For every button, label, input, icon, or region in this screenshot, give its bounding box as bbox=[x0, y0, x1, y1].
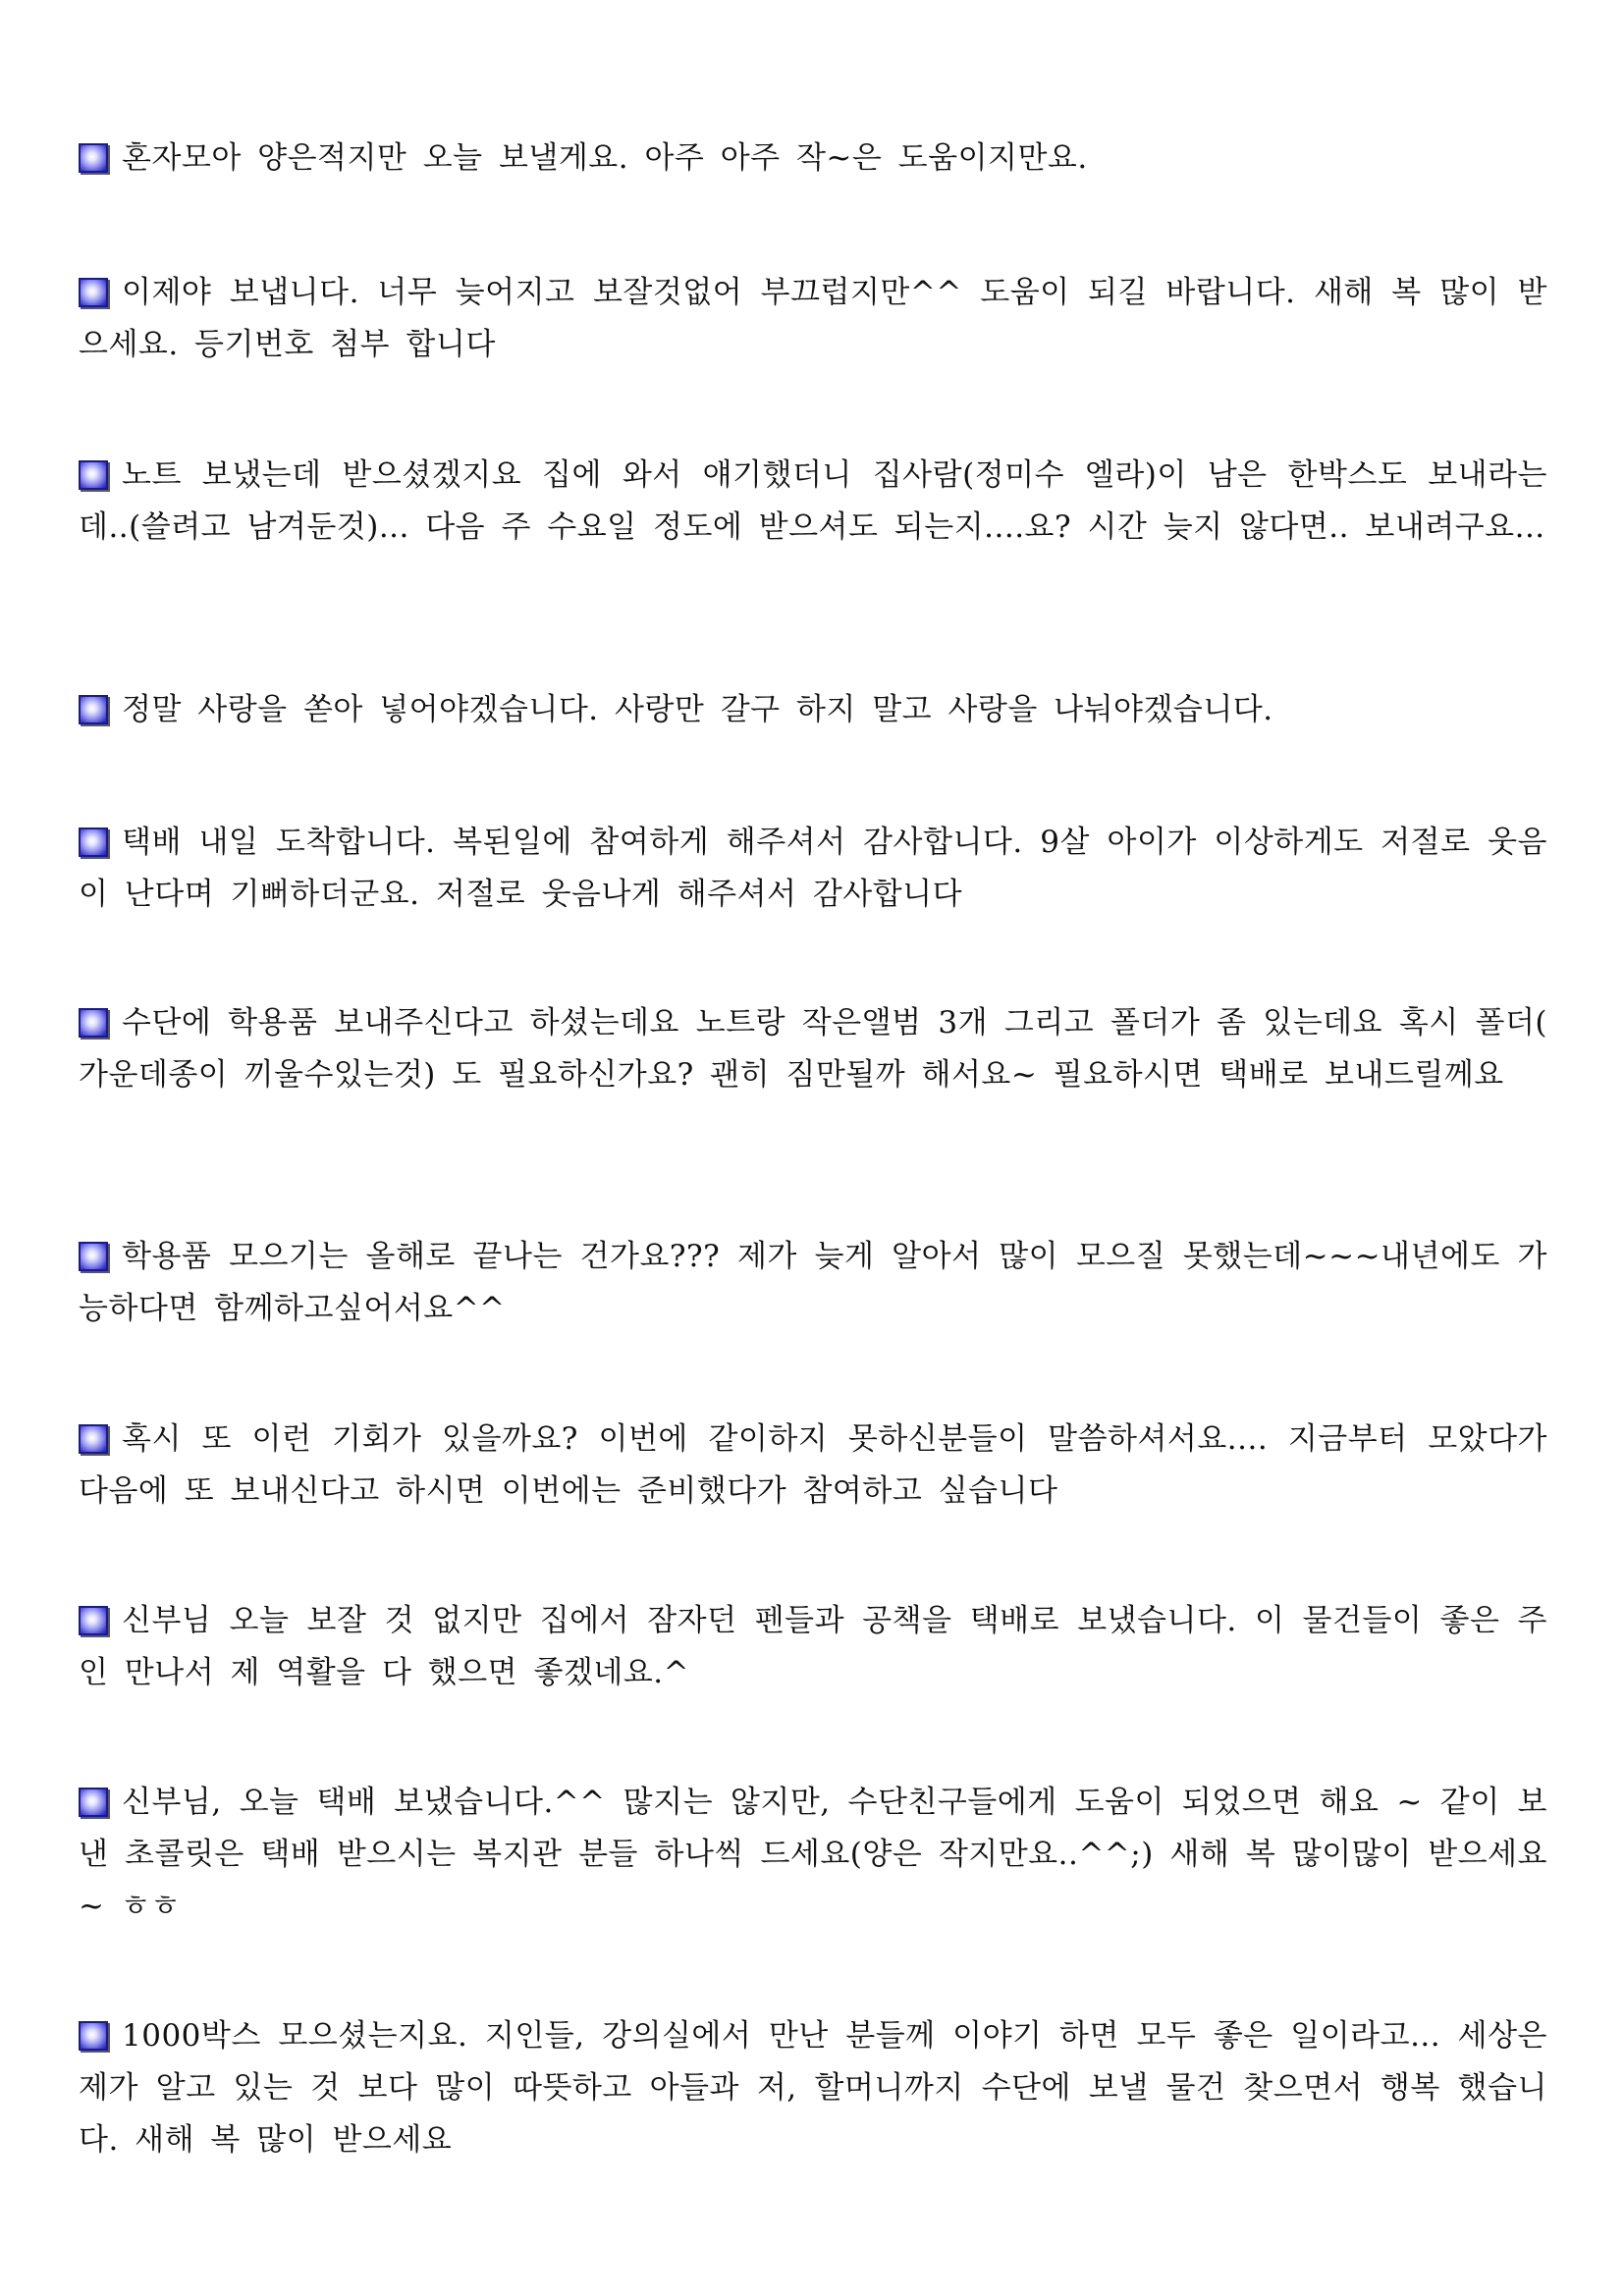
message-item bbox=[79, 450, 1547, 554]
square-bullet-icon bbox=[79, 143, 108, 173]
square-bullet-icon bbox=[79, 1606, 108, 1635]
message-text: 이제야 보냅니다. 너무 늦어지고 보잘것없어 부끄럽지만^^ 도움이 되길 바랍니다. 새해 복 많이 받으세요. 등기번호 첨부 합니다 bbox=[79, 275, 1547, 362]
message-text: 1000박스 모으셨는지요. 지인들, 강의실에서 만난 분들께 이야기 하면 모두 좋은 일이라고... 세상은 제가 알고 있는 것 보다 많이 따뜻하고 아들과 저, 할머니까지 수단에 보낼 물건 찾으면서 행복 했습니다. 새해 복 많이 받으세요 bbox=[79, 2018, 1547, 2158]
square-bullet-icon bbox=[79, 828, 108, 857]
square-bullet-icon bbox=[79, 1008, 108, 1038]
square-bullet-icon bbox=[79, 1242, 108, 1271]
message-text: 정말 사랑을 쏟아 넣어야겠습니다. 사랑만 갈구 하지 말고 사랑을 나눠야겠습니다. bbox=[122, 692, 1273, 727]
message-item bbox=[79, 997, 1547, 1101]
message-item bbox=[79, 1595, 1547, 1699]
message-text: 수단에 학용품 보내주신다고 하셨는데요 노트랑 작은앨범 3개 그리고 폴더가 좀 있는데요 혹시 폴더( 가운데종이 끼울수있는것) 도 필요하신가요? 괜히 짐만될까 해서요~ 필요하시면 택배로 보내드릴께요 bbox=[79, 1005, 1547, 1093]
square-bullet-icon bbox=[79, 460, 108, 490]
square-bullet-icon bbox=[79, 1424, 108, 1454]
message-item bbox=[79, 133, 1547, 185]
message-item bbox=[79, 267, 1547, 371]
square-bullet-icon bbox=[79, 2021, 108, 2051]
message-text: 택배 내일 도착합니다. 복된일에 참여하게 해주셔서 감사합니다. 9살 아이가 이상하게도 저절로 웃음이 난다며 기뻐하더군요. 저절로 웃음나게 해주셔서 감사합니다 bbox=[79, 825, 1547, 912]
message-item bbox=[79, 684, 1547, 736]
message-text: 혼자모아 양은적지만 오늘 보낼게요. 아주 아주 작~은 도움이지만요. bbox=[122, 140, 1088, 176]
message-text: 신부님 오늘 보잘 것 없지만 집에서 잠자던 펜들과 공책을 택배로 보냈습니다. 이 물건들이 좋은 주인 만나서 제 역활을 다 했으면 좋겠네요.^ bbox=[79, 1603, 1547, 1690]
square-bullet-icon bbox=[79, 695, 108, 724]
square-bullet-icon bbox=[79, 278, 108, 307]
message-item bbox=[79, 1777, 1547, 1933]
message-text: 신부님, 오늘 택배 보냈습니다.^^ 많지는 않지만, 수단친구들에게 도움이 되었으면 해요 ~ 같이 보낸 초콜릿은 택배 받으시는 복지관 분들 하나씩 드세요(양은 작지만요..^^;) 새해 복 많이많이 받으세요 ~ ㅎㅎ bbox=[79, 1785, 1547, 1924]
message-text: 노트 보냈는데 받으셨겠지요 집에 와서 얘기했더니 집사람(정미수 엘라)이 남은 한박스도 보내라는데..(쓸려고 남겨둔것)... 다음 주 수요일 정도에 받으셔도 되는지....요? 시간 늦지 않다면.. 보내려구요... bbox=[79, 457, 1547, 545]
message-item bbox=[79, 1414, 1547, 1518]
message-text: 혹시 또 이런 기회가 있을까요? 이번에 같이하지 못하신분들이 말씀하셔서요.... 지금부터 모았다가 다음에 또 보내신다고 하시면 이번에는 준비했다가 참여하고 싶습니다 bbox=[79, 1421, 1547, 1509]
message-item bbox=[79, 1231, 1547, 1335]
message-item bbox=[79, 2010, 1547, 2166]
message-text: 학용품 모으기는 올해로 끝나는 건가요??? 제가 늦게 알아서 많이 모으질 못했는데~~~내년에도 가능하다면 함께하고싶어서요^^ bbox=[79, 1239, 1547, 1326]
message-item bbox=[79, 817, 1547, 921]
square-bullet-icon bbox=[79, 1788, 108, 1817]
